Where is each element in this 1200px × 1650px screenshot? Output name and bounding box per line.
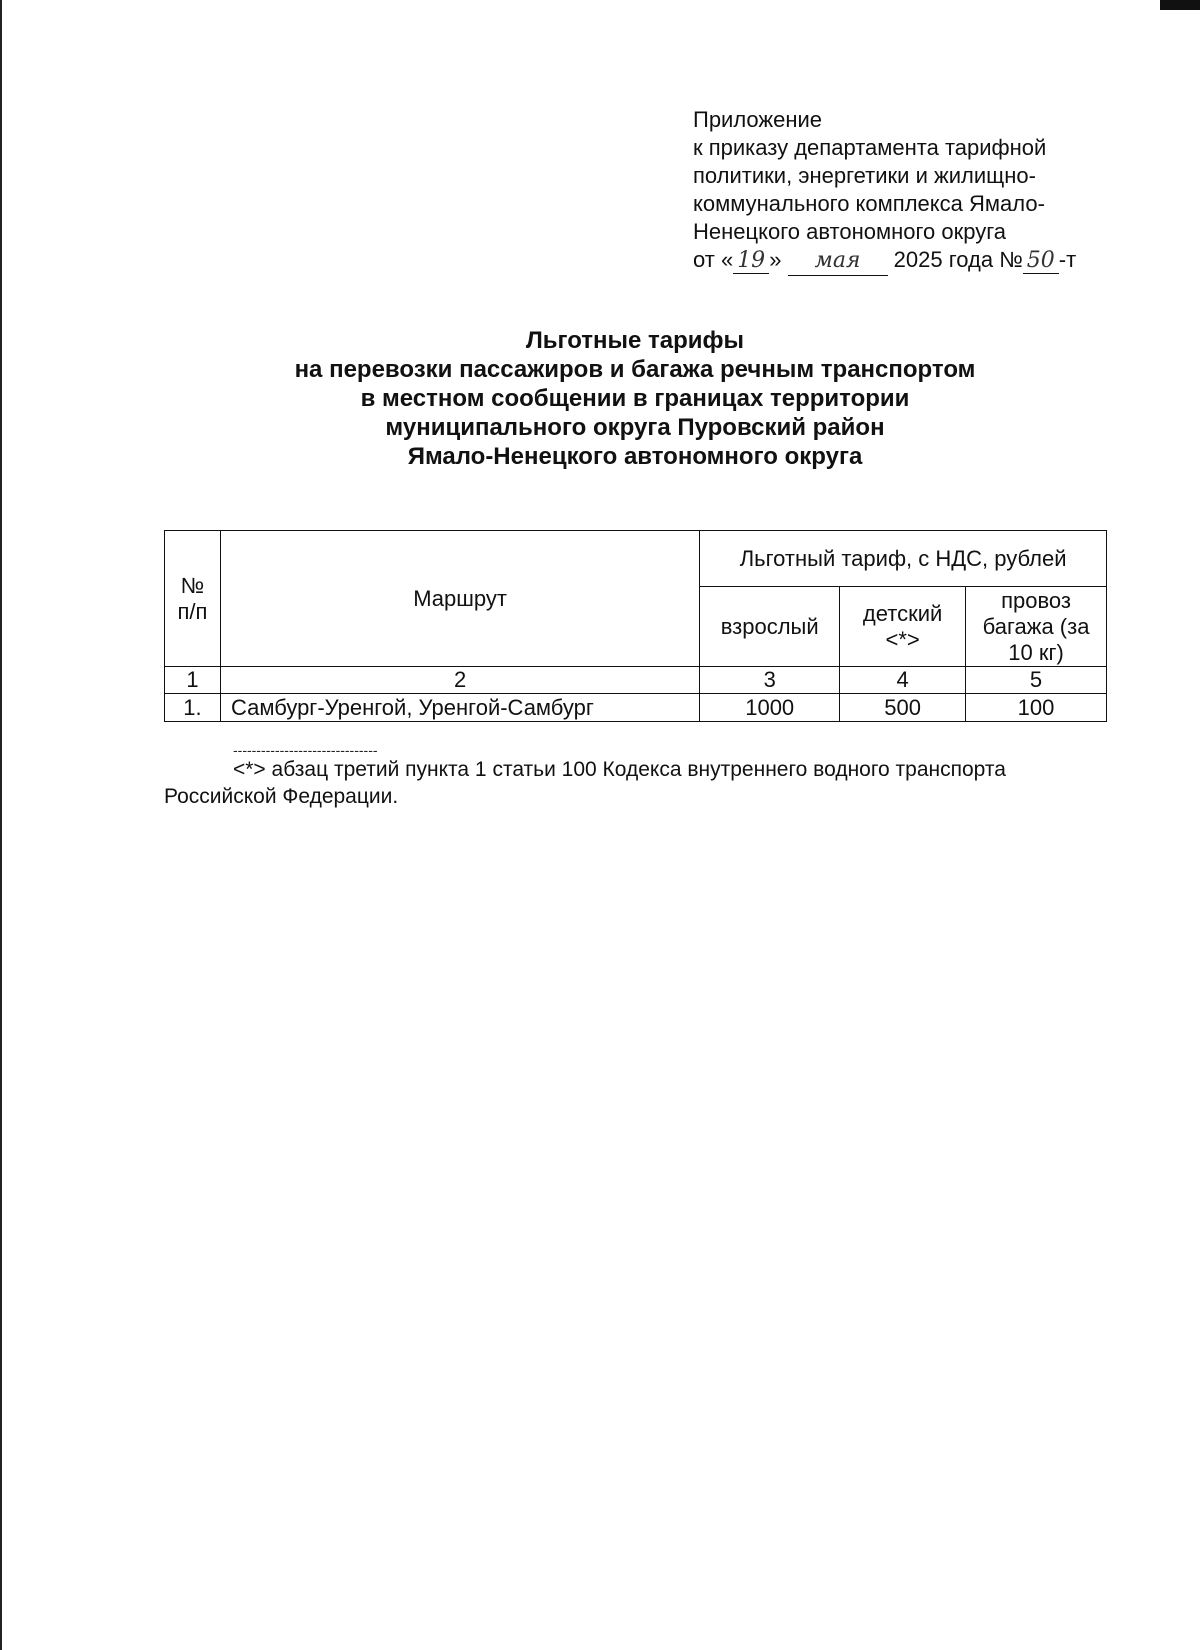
column-number: 2 bbox=[220, 667, 699, 694]
appendix-line-5: Ненецкого автономного округа bbox=[693, 219, 1007, 244]
footnote-separator: ------------------------------- bbox=[233, 742, 378, 758]
header-num: № п/п bbox=[165, 531, 221, 667]
table-row bbox=[165, 694, 1107, 722]
header-adult: взрослый bbox=[700, 587, 840, 667]
footnote-text: <*> абзац третий пункта 1 статьи 100 Кодекса внутреннего водного транспорта Российской Федерации. bbox=[164, 758, 1006, 808]
appendix-line-1: Приложение bbox=[693, 107, 823, 132]
appendix-line-4: коммунального комплекса Ямало- bbox=[693, 191, 1045, 216]
header-child: детский <*> bbox=[840, 587, 966, 667]
title-line-2: на перевозки пассажиров и багажа речным транспортом bbox=[294, 356, 976, 383]
date-month-handwritten: мая bbox=[788, 247, 888, 276]
scan-corner-mark bbox=[1160, 0, 1200, 10]
appendix-date-line bbox=[693, 246, 1133, 276]
date-prefix: от « bbox=[693, 247, 734, 272]
appendix-block bbox=[693, 106, 1133, 276]
header-tariff-group: Льготный тариф, с НДС, рублей bbox=[700, 531, 1107, 587]
order-number-handwritten: 50 bbox=[1023, 248, 1059, 274]
row-adult-tariff: 1000 bbox=[700, 694, 840, 722]
tariffs-table bbox=[164, 530, 1107, 722]
title-line-5: Ямало-Ненецкого автономного округа bbox=[407, 443, 863, 470]
row-child-tariff: 500 bbox=[840, 694, 966, 722]
title-line-3: в местном сообщении в границах территории bbox=[360, 385, 910, 412]
date-day-handwritten: 19 bbox=[733, 248, 769, 274]
row-route: Самбург-Уренгой, Уренгой-Самбург bbox=[220, 694, 699, 722]
title-line-1: Льготные тарифы bbox=[525, 327, 745, 354]
header-baggage: провоз багажа (за 10 кг) bbox=[966, 587, 1107, 667]
date-mid: » bbox=[769, 247, 788, 272]
date-year: 2025 года № bbox=[887, 247, 1023, 272]
appendix-line-3: политики, энергетики и жилищно- bbox=[693, 163, 1036, 188]
document-title bbox=[160, 326, 1110, 471]
row-baggage-tariff: 100 bbox=[966, 694, 1107, 722]
title-line-4: муниципального округа Пуровский район bbox=[385, 414, 885, 441]
row-num: 1. bbox=[165, 694, 221, 722]
column-number: 1 bbox=[165, 667, 221, 694]
order-suffix: -т bbox=[1058, 247, 1077, 272]
header-route: Маршрут bbox=[220, 531, 699, 667]
column-number: 3 bbox=[700, 667, 840, 694]
appendix-line-2: к приказу департамента тарифной bbox=[693, 135, 1047, 160]
column-number: 4 bbox=[840, 667, 966, 694]
scan-left-edge bbox=[0, 0, 2, 1650]
column-number: 5 bbox=[966, 667, 1107, 694]
column-number-row bbox=[165, 667, 1107, 694]
